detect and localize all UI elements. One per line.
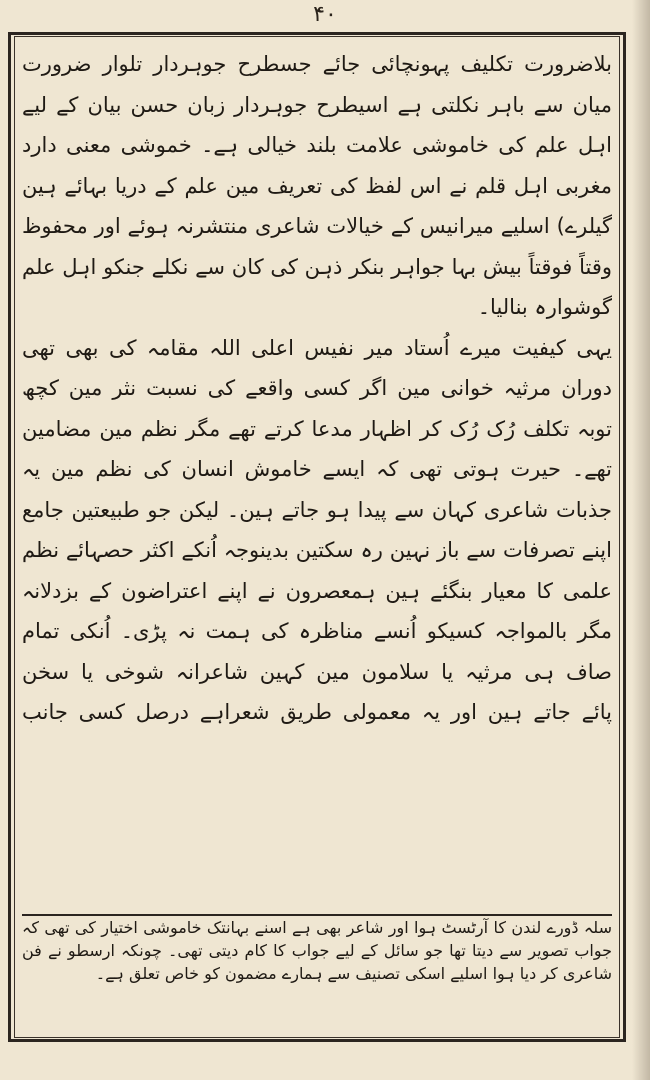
text-line: اپنے تصرفات سے باز نہین رہ سکتین بدینوجہ اُنکے اکثر حصہائے نظم (22, 538, 612, 562)
text-line: صاف ہی مرثیہ یا سلامون مین کہین شاعرانہ شوخی یا سخن (22, 659, 612, 684)
text-line: مگر بالمواجہ کسیکو اُنسے مناظرہ کی ہمت نہ پڑی۔ اُنکی تمام (22, 619, 612, 643)
footnote (22, 916, 612, 985)
text-line: یہی کیفیت میرے اُستاد میر نفیس اعلی اللہ مقامہ کی بھی تھی (22, 335, 612, 360)
page-number: ۴۰ (313, 2, 337, 27)
footnote-line: سلہ ڈورے لندن کا آرٹسٹ ہوا اور شاعر بھی ہے اسنے بہانتک خاموشی اختیار کی تھی کہ (22, 918, 612, 937)
body-text (22, 44, 612, 733)
footnote-line: شاعری کر دیا ہوا اسلیے اسکی تصنیف سے ہمارے مضمون کو خاص تعلق ہے۔ (95, 964, 612, 983)
text-line: میان سے باہر نکلتی ہے اسیطرح جوہردار زبان حسن بیان کے لیے (22, 92, 612, 117)
text-line: پائے جاتے ہین اور یہ معمولی طریق شعراہے درصل کسی جانب (22, 700, 612, 724)
text-line: جذبات شاعری کہان سے پیدا ہو جاتے ہین۔ لیکن جو طبیعتین جامع (22, 497, 612, 522)
text-line: وقتاً فوقتاً بیش بہا جواہر بنکر ذہن کی کان سے نکلے جنکو اہل علم (22, 254, 612, 279)
text-line: بلاضرورت تکلیف پہونچائی جائے جسطرح جوہردار تلوار ضرورت (22, 52, 612, 76)
text-line: دوران مرثیہ خوانی مین اگر کسی واقعے کی نسبت نثر مین کچھ (22, 376, 612, 400)
text-line: گوشوارہ بنالیا۔ (477, 295, 612, 319)
text-line: تھے۔ حیرت ہوتی تھی کہ ایسے خاموش انسان کی نظم مین یہ (22, 457, 612, 481)
text-line: اہل علم کی خاموشی علامت بلند خیالی ہے۔ خموشی معنی دارد (22, 133, 612, 157)
text-line: توبہ تکلف رُک رُک کر اظہار مدعا کرتے تھے مگر نظم مین مضامین (22, 416, 612, 441)
footnote-line: جواب تصویر سے دیتا تھا جو سائل کے لیے جواب کا کام دیتی تھی۔ چونکہ ارسطو نے فن (22, 941, 612, 960)
text-line: گیلرے) اسلیے میرانیس کے خیالات شاعری منتشرنہ ہوئے اور محفوظ (22, 214, 612, 238)
page-edge-shadow (632, 0, 650, 1080)
text-line: علمی کا معیار بنگئے ہین ہمعصرون نے اپنے اعتراضون کے بزدلانہ (22, 578, 612, 603)
text-line: مغربی اہل قلم نے اس لفظ کی تعریف مین علم کے دریا بہائے ہین (22, 173, 612, 198)
